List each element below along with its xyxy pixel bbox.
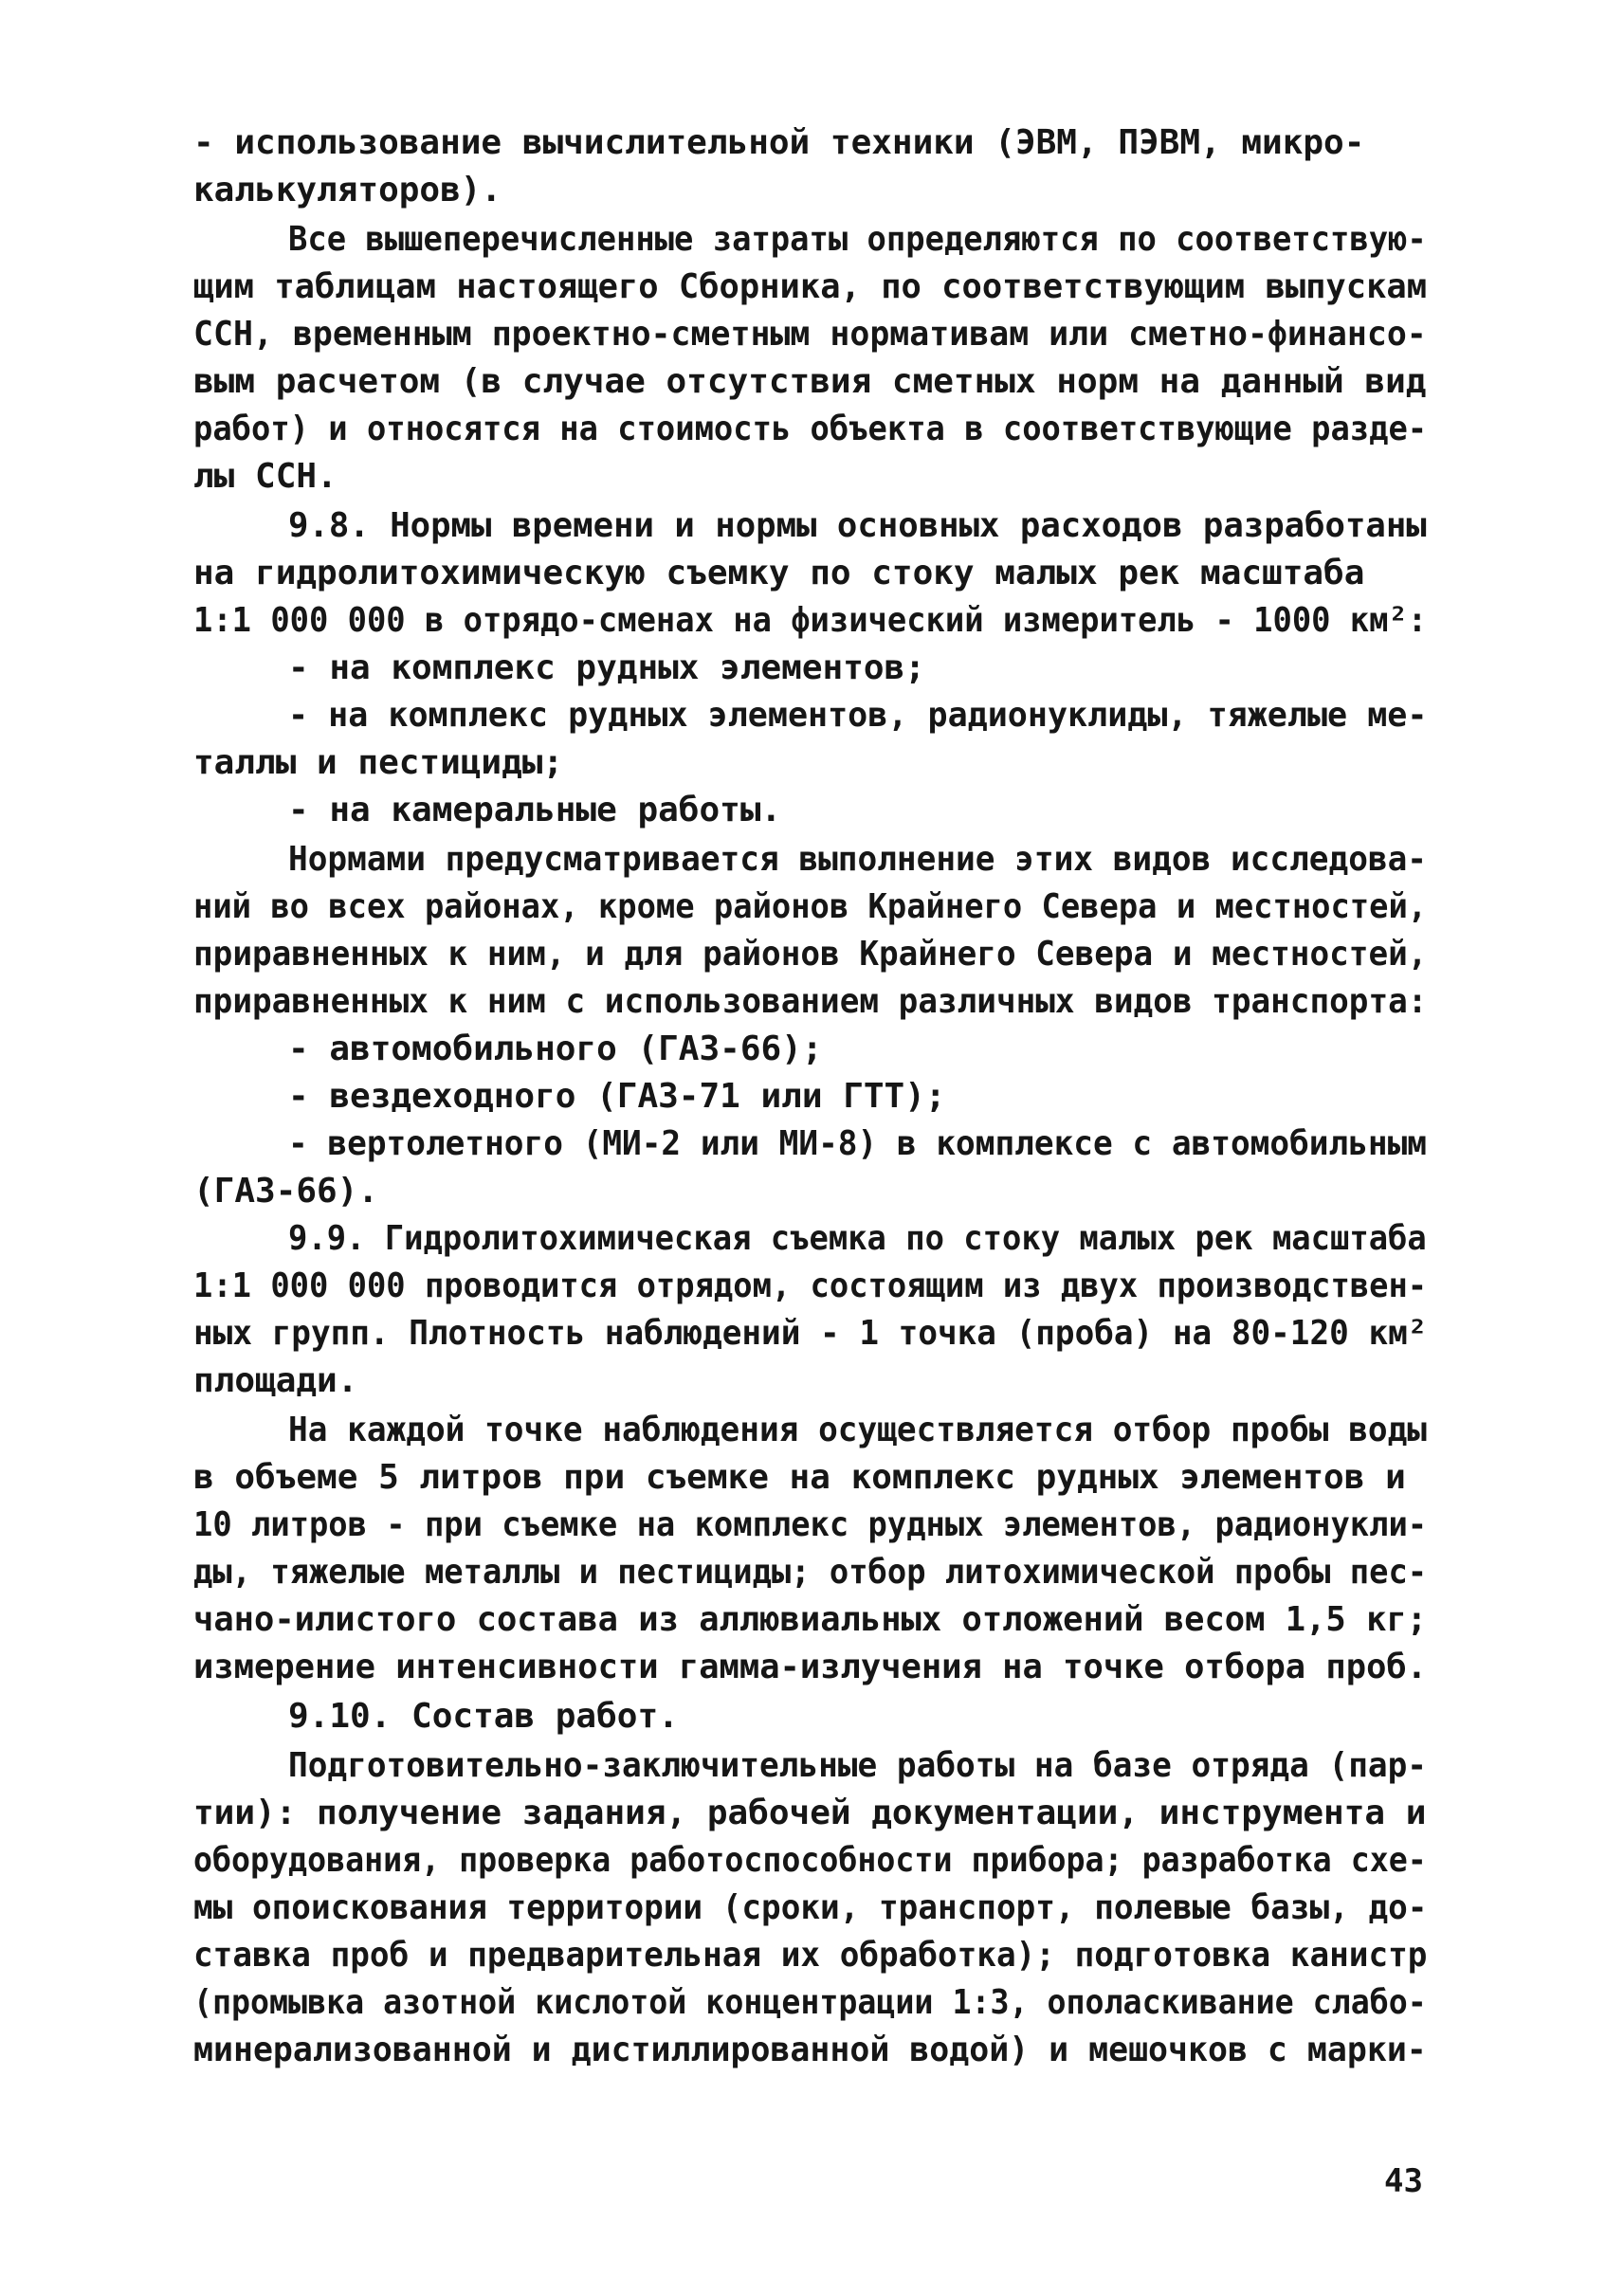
text-line: вым расчетом (в случае отсутствия сметных норм на данный вид [193, 362, 1427, 401]
section-9-9-heading-line: 9.9. Гидролитохимическая съемка по стоку малых рек масштаба [288, 1219, 1427, 1258]
text-line: мы опоискования территории (сроки, транспорт, полевые базы, до- [193, 1888, 1428, 1927]
list-item-line: - автомобильного (ГАЗ-66); [288, 1029, 823, 1068]
paragraph-first-line: Нормами предусматривается выполнение этих видов исследова- [288, 840, 1428, 879]
section-9-8-heading-line: 9.8. Нормы времени и нормы основных расходов разработаны [288, 506, 1427, 545]
list-item-line: - на комплекс рудных элементов, радионуклиды, тяжелые ме- [288, 696, 1428, 735]
page-number: 43 [1384, 2162, 1423, 2200]
text-line: 1:1 000 000 проводится отрядом, состоящим из двух производствен- [193, 1266, 1428, 1305]
text-line: калькуляторов). [193, 171, 502, 209]
text-line: работ) и относятся на стоимость объекта в соответствующие разде- [193, 410, 1428, 448]
text-line: чано-илистого состава из аллювиальных отложений весом 1,5 кг; [193, 1600, 1428, 1639]
text-line: - использование вычислительной техники (ЭВМ, ПЭВМ, микро- [193, 123, 1365, 162]
paragraph-first-line: Подготовительно-заключительные работы на базе отряда (пар- [288, 1746, 1428, 1785]
paragraph-first-line: Все вышеперечисленные затраты определяются по соответствую- [288, 220, 1427, 259]
text-line: ных групп. Плотность наблюдений - 1 точка (проба) на 80-120 км² [193, 1314, 1428, 1353]
text-line: щим таблицам настоящего Сборника, по соответствующим выпускам [193, 267, 1428, 306]
list-item-line: - на комплекс рудных элементов; [288, 648, 925, 687]
text-line: ний во всех районах, кроме районов Крайнего Севера и местностей, [193, 887, 1428, 926]
list-item-line: - вездеходного (ГАЗ-71 или ГТТ); [288, 1077, 946, 1116]
text-line: (промывка азотной кислотой концентрации 1:3, ополаскивание слабо- [193, 1983, 1427, 2022]
text-line: в объеме 5 литров при съемке на комплекс рудных элементов и [193, 1458, 1406, 1497]
text-line: лы ССН. [193, 457, 338, 496]
text-line: оборудования, проверка работоспособности прибора; разработка схе- [193, 1841, 1427, 1880]
list-item-line: - вертолетного (МИ-2 или МИ-8) в комплексе с автомобильным [288, 1124, 1428, 1163]
paragraph-first-line: На каждой точке наблюдения осуществляется отбор пробы воды [288, 1411, 1428, 1449]
list-item-line: - на камеральные работы. [288, 791, 782, 829]
text-line: таллы и пестициды; [193, 743, 564, 782]
section-9-10-heading-line: 9.10. Состав работ. [288, 1697, 679, 1736]
text-line: на гидролитохимическую съемку по стоку малых рек масштаба [193, 554, 1365, 592]
text-line: ССН, временным проектно-сметным нормативам или сметно-финансо- [193, 315, 1427, 354]
text-line: 1:1 000 000 в отрядо-сменах на физический измеритель - 1000 км²: [193, 601, 1428, 640]
text-line: приравненных к ним с использованием различных видов транспорта: [193, 982, 1428, 1021]
text-line: измерение интенсивности гамма-излучения на точке отбора проб. [193, 1648, 1428, 1686]
text-line: 10 литров - при съемке на комплекс рудных элементов, радионукли- [193, 1505, 1428, 1544]
text-line: тии): получение задания, рабочей документации, инструмента и [193, 1794, 1427, 1832]
text-line: площади. [193, 1361, 358, 1400]
text-line: (ГАЗ-66). [193, 1172, 379, 1211]
text-line: приравненных к ним, и для районов Крайнего Севера и местностей, [193, 935, 1428, 974]
text-line: ставка проб и предварительная их обработка); подготовка канистр [193, 1936, 1428, 1975]
text-line: минерализованной и дистиллированной водой) и мешочков с марки- [193, 2031, 1427, 2069]
text-line: ды, тяжелые металлы и пестициды; отбор литохимической пробы пес- [193, 1553, 1428, 1592]
